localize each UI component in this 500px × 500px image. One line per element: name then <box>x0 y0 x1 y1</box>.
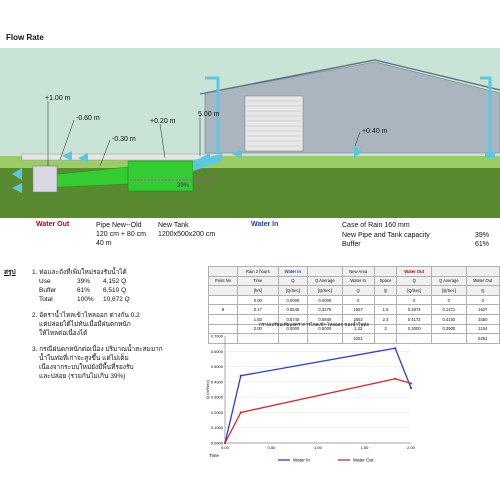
series-point <box>240 411 242 413</box>
y-tick-label: 0.1000 <box>210 425 223 431</box>
summary-rows <box>32 277 163 304</box>
summary-row: Use 39% 4,152 Q <box>39 278 127 285</box>
series-point <box>394 347 396 349</box>
y-tick-label: 0.5000 <box>210 364 223 370</box>
summary-block: สรุป 1. ท่อและถังที่เพิ่มใหม่รองรับน้ำได้ Use 39% 4,152 Q Buffer 61% 6,510 Q Total 100% 10,672 Q 2. อัตราน้ำไหลเข้าไหลออก ต่างกัน 0.2 แต่ปล่อยได้ไม่ทันเมื่อมีฝนตกหนัก ให้ไหลต่อเนื่องได้ 3. กรณีฝนตกหนักต่อเนื่อง ปริมาณน้ำสะสมมาก น้ำในท่อที่เก่าจะสูงขึ้น แต่ไม่เต็ม เนื่องจากระบบใหม่ยังมีพื้นที่รองรับ และปล่อย (รวมกันไม่เกิน 39%) <box>4 269 163 380</box>
flow-chart <box>203 318 425 468</box>
y-axis-label: Q (m³/sec) <box>205 380 210 399</box>
legend-label: Water Out <box>353 457 374 463</box>
table-total-row: 5251 5251 <box>209 334 500 344</box>
table-header: Point No Time Q Q Average Water In Space Q Q Average Water Out <box>209 276 500 286</box>
table-row: 2.00 0.0000 0.5000 1.33 3 0.3000 0.3900 1154 <box>209 324 500 334</box>
x-tick-label: 2.00 <box>407 445 415 450</box>
x-tick-label: 1.50 <box>360 445 369 450</box>
y-tick-label: 0.2000 <box>210 409 223 415</box>
water-in-label: Water In <box>251 221 279 228</box>
level-label-3: -0.30 m <box>112 136 136 143</box>
case-caption: Case of Rain 160 mm New Pipe and Tank capacity 39% Buffer 61% <box>342 222 490 248</box>
table-top-header: Rain 2 hours Water In New Area Water Out <box>209 267 500 277</box>
x-tick-label: 1.00 <box>314 445 322 450</box>
summary-heading: สรุป <box>4 269 16 276</box>
y-tick-label: 0.6000 <box>210 348 223 354</box>
level-label-4: +0.20 m <box>150 118 176 125</box>
series-point <box>410 382 412 384</box>
summary-row: Buffer 61% 6,510 Q <box>39 287 127 294</box>
series-point <box>394 378 396 380</box>
tank-caption: New Tank 1200x500x200 cm <box>158 222 216 238</box>
old-pipe <box>22 154 222 160</box>
y-tick-label: 0.3000 <box>210 394 223 400</box>
y-tick-label: 0.4000 <box>210 379 223 385</box>
x-tick-label: 0.50 <box>267 445 276 450</box>
table-row: 8 0.17 0.5545 0.3275 1557 1.6 0.2974 0.1471 1627 <box>209 305 500 315</box>
table-row: 1.83 0.5740 0.5940 2552 2.4 0.4172 0.4193 3450 <box>209 314 500 324</box>
table-row: 0.00 0.0000 0.0000 0 0 0 0 <box>209 295 500 305</box>
chart-grid <box>225 336 411 443</box>
tank-percent: 39% <box>177 183 190 189</box>
chart-legend <box>278 458 374 463</box>
level-label-1: +1.00 m <box>45 95 71 102</box>
manhole <box>33 166 57 192</box>
series-point <box>240 375 242 377</box>
pipe-caption: Pipe New--Old 120 cm + 80 cm 40 m <box>96 222 146 247</box>
gully-right <box>485 152 495 158</box>
legend-label: Water In <box>293 457 310 463</box>
level-label-6: +0.40 m <box>362 128 388 135</box>
series-point <box>224 442 226 444</box>
flow-diagram <box>0 48 500 218</box>
y-tick-label: 0.0000 <box>210 440 223 446</box>
chart-series <box>224 347 412 444</box>
table-unit-row: [hrs] [Q/Sec] [Q/Sec] Q Q [Q/Sec] [Q/Sec] Q <box>209 286 500 296</box>
shutter-door <box>245 96 303 151</box>
x-axis-label: Time <box>209 453 219 458</box>
series-line <box>225 379 411 443</box>
series-point <box>410 387 412 389</box>
chart-title: กราฟเปรียบเทียบอัตราการไหลเข้า-ไหลออก ของน้ำในท่อ <box>259 322 369 327</box>
y-tick-label: 0.7000 <box>210 333 223 339</box>
summary-row: Total 100% 10,672 Q <box>39 296 130 303</box>
level-label-2: -0.60 m <box>76 115 100 122</box>
water-out-label: Water Out <box>36 221 70 228</box>
page-title: Flow Rate <box>6 33 44 42</box>
x-tick-label: 0.00 <box>221 445 229 450</box>
level-label-5: 5.00 m <box>198 111 220 118</box>
